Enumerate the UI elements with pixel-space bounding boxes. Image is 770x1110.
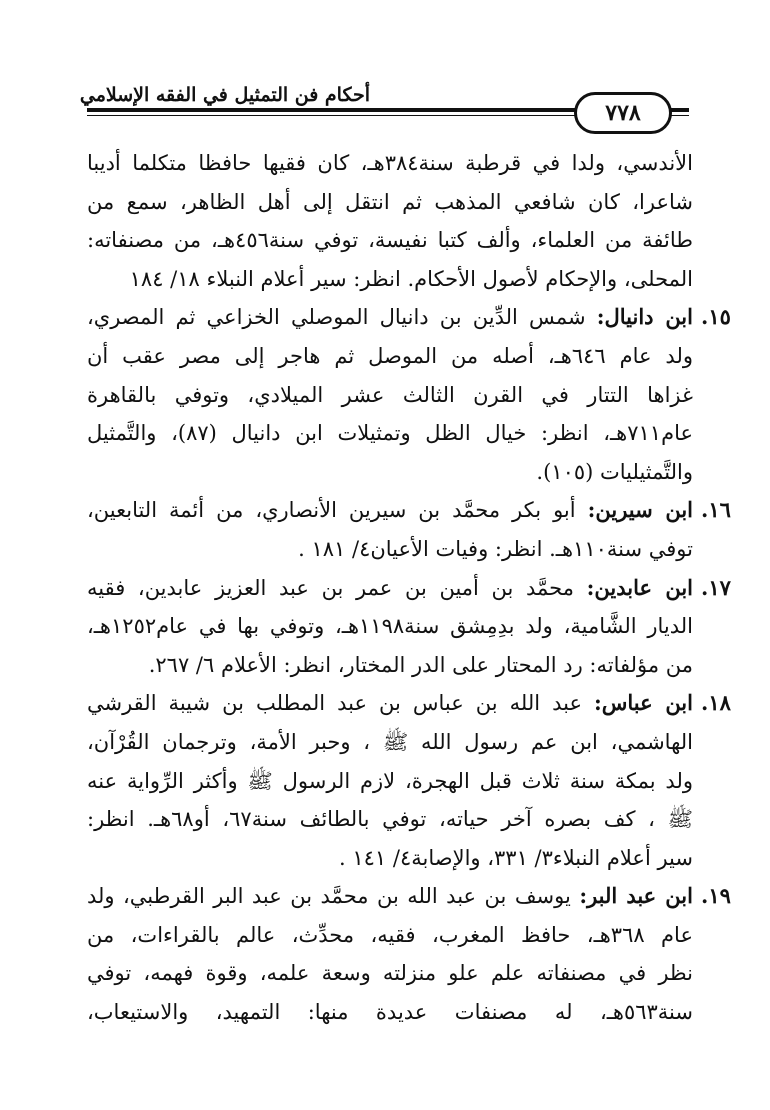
entry-number: ١٩.: [701, 883, 731, 909]
text-line: سنة٥٦٣هـ، له مصنفات عديدة منها: التمهيد، والاستيعاب،: [87, 1000, 693, 1025]
biography-entry: [87, 569, 731, 685]
text-line: [87, 877, 693, 916]
entry-name: ابن عباس:: [594, 690, 693, 716]
text-line: غزاها التتار في القرن الثالث عشر الميلادي، وتوفي بالقاهرة: [87, 382, 693, 407]
entry-text: يوسف بن عبد الله بن محمَّد بن عبد البر القرطبي، ولد: [87, 884, 571, 909]
biography-entry: [87, 491, 731, 568]
text-line: عام ٣٦٨هـ، حافظ المغرب، فقيه، محدِّث، عالم بالقراءات، من: [87, 922, 693, 947]
text-line: عام٧١١هـ، انظر: خيال الظل وتمثيلات ابن دانيال (٨٧)، والتَّمثيل: [87, 421, 693, 446]
entry-name: ابن دانيال:: [596, 304, 693, 330]
entry-text: أبو بكر محمَّد بن سيرين الأنصاري، من أئمة التابعين،: [87, 498, 576, 523]
continuation-paragraph: [87, 144, 693, 298]
entry-text: محمَّد بن أمين بن عمر بن عبد العزيز عابدين، فقيه: [87, 575, 574, 600]
page-number: ٧٧٨: [605, 100, 641, 126]
entry-number: ١٥.: [701, 304, 731, 330]
entry-number: ١٧.: [701, 574, 731, 600]
text-line: من مؤلفاته: رد المحتار على الدر المختار، انظر: الأعلام ٦/ ٢٦٧.: [148, 652, 693, 677]
text-line: الهاشمي، ابن عم رسول الله ﷺ ، وحبر الأمة، وترجمان القُرْآن،: [87, 729, 693, 754]
text-line: [87, 569, 693, 608]
text-line: الأندسي، ولدا في قرطبة سنة٣٨٤هـ، كان فقيها حافظا متكلما أديبا: [87, 151, 693, 175]
page-number-badge: [574, 92, 672, 134]
text-line: نظر في مصنفاته علم علو منزلته وسعة علمه، وقوة فهمه، توفي: [87, 961, 693, 986]
text-line: والتَّمثيليات (١٠٥).: [536, 459, 693, 484]
entry-text: عبد الله بن عباس بن عبد المطلب بن شيبة القرشي: [87, 691, 582, 716]
running-title: أحكام فن التمثيل في الفقه الإسلامي: [79, 84, 370, 106]
text-line: توفي سنة١١٠هـ. انظر: وفيات الأعيان٤/ ١٨١ .: [298, 536, 693, 561]
text-line: سير أعلام النبلاء٣/ ٣٣١، والإصابة٤/ ١٤١ .: [339, 845, 693, 870]
text-line: شاعرا، كان شافعي المذهب ثم انتقل إلى أهل الظاهر، سمع من: [87, 189, 693, 214]
page-header: [0, 0, 770, 140]
page-body: [87, 144, 731, 1032]
text-line: [87, 298, 693, 337]
entry-name: ابن سيرين:: [587, 497, 693, 523]
entry-number: ١٦.: [701, 497, 731, 523]
text-line: طائفة من العلماء، وألف كتبا نفيسة، توفي سنة٤٥٦هـ، من مصنفاته:: [87, 228, 693, 253]
text-line: [87, 684, 693, 723]
entry-name: ابن عابدين:: [586, 574, 693, 600]
biography-entry: [87, 298, 731, 491]
biography-entry: [87, 877, 731, 1031]
text-line: الديار الشَّامية، ولد بدِمِشق سنة١١٩٨هـ، وتوفي بها في عام١٢٥٢هـ،: [87, 614, 693, 639]
entry-number: ١٨.: [701, 690, 731, 716]
text-line: ولد بمكة سنة ثلاث قبل الهجرة، لازم الرسول ﷺ وأكثر الرِّواية عنه: [87, 768, 693, 793]
entry-text: شمس الدِّين بن دانيال الموصلي الخزاعي ثم المصري،: [87, 305, 586, 330]
text-line: ﷺ ، كف بصره آخر حياته، توفي بالطائف سنة٦٧، أو٦٨هـ. انظر:: [87, 807, 693, 832]
text-line: [87, 491, 693, 530]
text-line: المحلى، والإحكام لأصول الأحكام. انظر: سير أعلام النبلاء ١٨/ ١٨٤: [129, 266, 693, 291]
text-line: ولد عام ٦٤٦هـ، أصله من الموصل ثم هاجر إلى مصر عقب أن: [87, 343, 693, 368]
biography-entry: [87, 684, 731, 877]
entry-name: ابن عبد البر:: [579, 883, 693, 909]
